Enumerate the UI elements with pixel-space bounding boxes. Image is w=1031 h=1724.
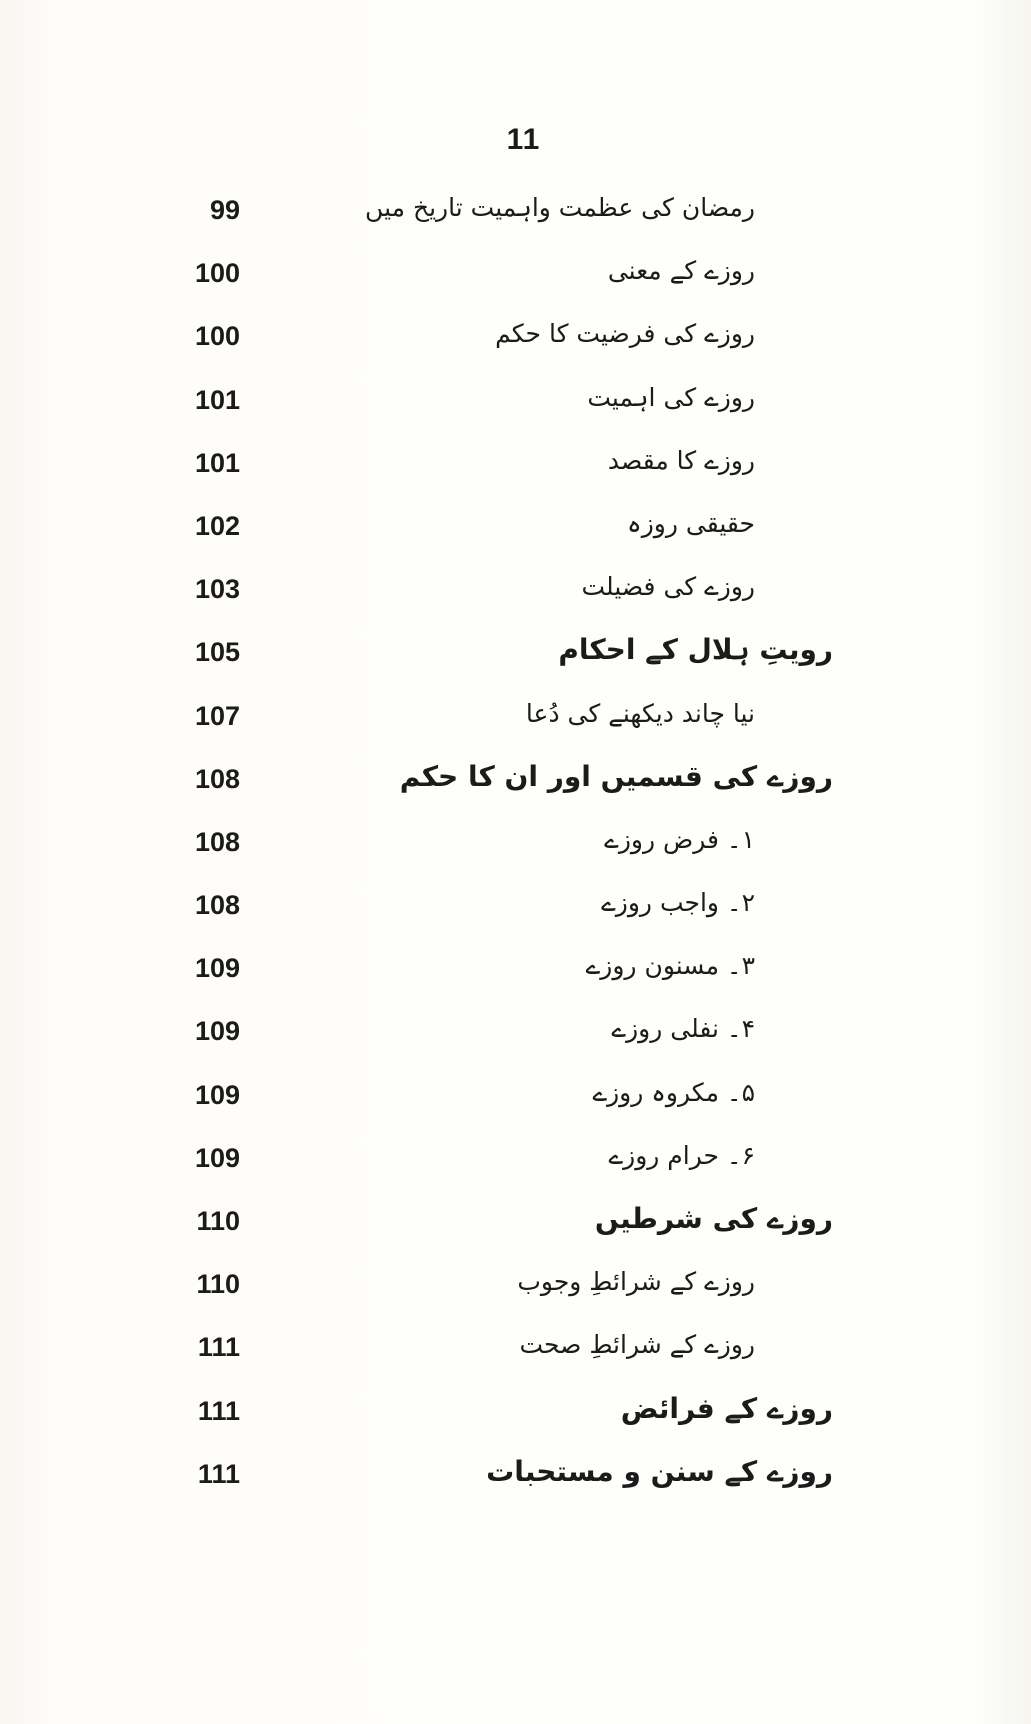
toc-entry bbox=[0, 1201, 1031, 1264]
toc-entry-page-number: 107 bbox=[194, 700, 240, 731]
toc-entry bbox=[0, 569, 1031, 632]
toc-entry bbox=[0, 632, 1031, 695]
toc-entry-page-number: 109 bbox=[194, 1079, 240, 1110]
toc-entry-title: نیا چاند دیکھنے کی دُعا bbox=[525, 698, 755, 728]
toc-entry-title: روزے کی فرضیت کا حکم bbox=[495, 319, 755, 349]
toc-entry bbox=[0, 1011, 1031, 1074]
toc-entry bbox=[0, 1391, 1031, 1454]
toc-entry-title: ۴۔ نفلی روزے bbox=[611, 1014, 755, 1044]
page-number: 11 bbox=[506, 123, 541, 156]
toc-entry-page-number: 108 bbox=[194, 763, 240, 794]
toc-entry bbox=[0, 1454, 1031, 1517]
toc-entry-title: روزے کی شرطیں bbox=[594, 1202, 833, 1235]
toc-entry bbox=[0, 696, 1031, 759]
toc-entry-page-number: 109 bbox=[194, 1016, 240, 1047]
toc-entry-title: رمضان کی عظمت واہمیت تاریخ میں bbox=[365, 193, 755, 222]
toc-entry bbox=[0, 1327, 1031, 1390]
toc-entry bbox=[0, 443, 1031, 506]
toc-entry-title: روزے کے شرائطِ وجوب bbox=[517, 1267, 755, 1297]
toc-entry bbox=[0, 1075, 1031, 1138]
toc-entry bbox=[0, 190, 1031, 253]
toc-entry-title: حقیقی روزہ bbox=[627, 508, 755, 538]
toc-entry-title: روزے کی فضیلت bbox=[581, 572, 755, 602]
toc-entry bbox=[0, 1264, 1031, 1327]
toc-entry-page-number: 101 bbox=[194, 447, 240, 478]
toc-entry-title: روزے کے معنی bbox=[607, 256, 755, 286]
toc-entry-title: روزے کا مقصد bbox=[607, 445, 755, 475]
toc-entry-title: ۱۔ فرض روزے bbox=[604, 824, 755, 854]
toc-entry-title: ۳۔ مسنون روزے bbox=[585, 951, 755, 981]
toc-entry-page-number: 105 bbox=[194, 637, 240, 668]
toc-entry-page-number: 111 bbox=[197, 1458, 240, 1489]
toc-entry-page-number: 102 bbox=[194, 510, 240, 541]
toc-entry-page-number: 108 bbox=[194, 890, 240, 921]
toc-entry-title: روزے کے سنن و مستحبات bbox=[486, 1454, 833, 1488]
toc-entry-page-number: 103 bbox=[194, 574, 240, 605]
toc-entry bbox=[0, 948, 1031, 1011]
toc-entry-page-number: 109 bbox=[194, 953, 240, 984]
toc-entry-title: ۵۔ مکروہ روزے bbox=[592, 1077, 755, 1107]
toc-entry-page-number: 110 bbox=[196, 1269, 240, 1300]
toc-entry-page-number: 100 bbox=[194, 258, 240, 289]
toc-entry-title: ۶۔ حرام روزے bbox=[608, 1140, 755, 1170]
toc-entry-title: روزے کے فرائض bbox=[620, 1391, 833, 1425]
toc-entry-page-number: 109 bbox=[194, 1142, 240, 1173]
toc-entry-title: روزے کی قسمیں اور ان کا حکم bbox=[399, 759, 833, 793]
toc-entry-page-number: 100 bbox=[194, 321, 240, 352]
toc-entry-page-number: 111 bbox=[197, 1395, 240, 1426]
toc-entry-title: ۲۔ واجب روزے bbox=[601, 888, 755, 918]
toc-entry-page-number: 101 bbox=[194, 384, 240, 415]
toc-entry bbox=[0, 1138, 1031, 1201]
toc-entry-page-number: 111 bbox=[197, 1332, 240, 1363]
toc-entry bbox=[0, 759, 1031, 822]
toc-entry-page-number: 108 bbox=[194, 826, 240, 857]
toc-entry bbox=[0, 885, 1031, 948]
toc-entry-title: روزے کی اہمیت bbox=[587, 382, 755, 412]
toc-entry-page-number: 99 bbox=[209, 195, 240, 225]
toc-entry bbox=[0, 822, 1031, 885]
toc-entry-title: رویتِ ہلال کے احکام bbox=[558, 633, 833, 667]
toc-entry-page-number: 110 bbox=[196, 1206, 240, 1236]
toc-entry bbox=[0, 253, 1031, 316]
toc-entry bbox=[0, 380, 1031, 443]
toc-entry-title: روزے کے شرائطِ صحت bbox=[519, 1330, 755, 1360]
toc-entry bbox=[0, 506, 1031, 569]
table-of-contents bbox=[0, 190, 1031, 1517]
toc-entry bbox=[0, 316, 1031, 379]
